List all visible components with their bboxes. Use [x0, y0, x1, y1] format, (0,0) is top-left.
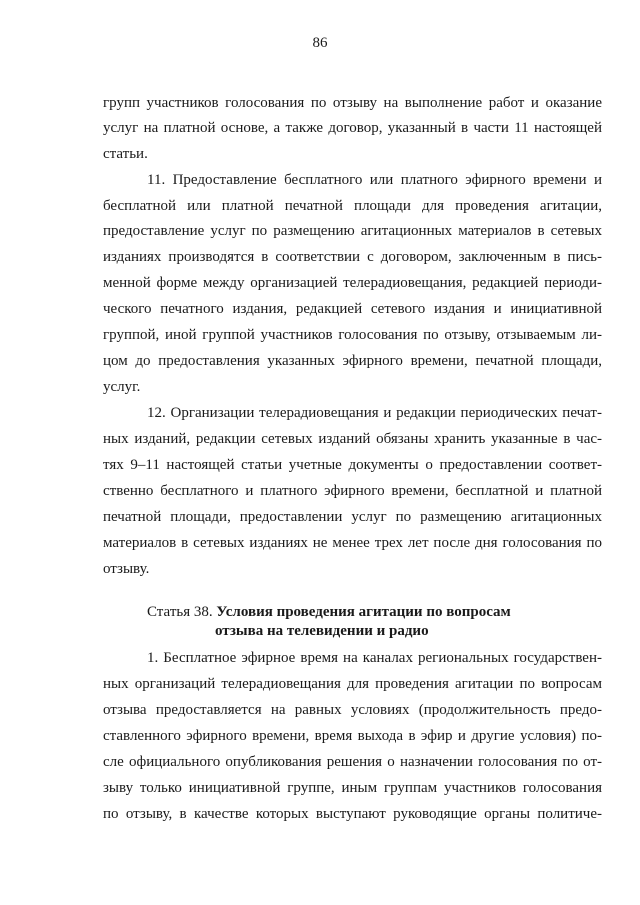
text-line: 11. Предоставление бесплатного или платного эфирного времени и [147, 172, 602, 188]
article-prefix: Статья 38. [147, 604, 213, 620]
text-line: изданиях производятся в соответствии с договором, заключенным в пись- [103, 249, 602, 265]
text-line: бесплатной или платной печатной площади для проведения агитации, [103, 198, 602, 214]
text-line: 1. Бесплатное эфирное время на каналах региональных государствен- [147, 650, 602, 666]
text-line: ных изданий, редакции сетевых изданий обязаны хранить указанные в час- [103, 431, 602, 447]
page-number: 86 [312, 35, 328, 51]
text-line: материалов в сетевых изданиях не менее трех лет после дня голосования по [103, 535, 602, 551]
text-line: ных организаций телерадиовещания для проведения агитации по вопросам [103, 676, 602, 692]
text-line: предоставление услуг по размещению агитационных материалов в сетевых [103, 223, 602, 239]
article-title-line2: отзыва на телевидении и радио [215, 623, 429, 639]
text-line: сле официального опубликования решения о назначении голосования по от- [103, 754, 602, 770]
text-line: менной форме между организацией телерадиовещания, редакцией периоди- [103, 275, 602, 291]
text-line: тях 9–11 настоящей статьи учетные документы о предоставлении соответ- [103, 457, 602, 473]
text-line: ставленного эфирного времени, время выхода в эфир и другие условия) по- [103, 728, 602, 744]
text-line: по отзыву, в качестве которых выступают руководящие органы политиче- [103, 806, 602, 822]
text-line: отзыва предоставляется на равных условиях (продолжительность предо- [103, 702, 602, 718]
article-title: Условия проведения агитации по вопросам [216, 604, 511, 620]
text-line: услуг. [103, 379, 141, 395]
text-line: группой, иной группой участников голосования по отзыву, отзываемым ли- [103, 327, 602, 343]
text-line: статьи. [103, 146, 148, 162]
text-line: 12. Организации телерадиовещания и редакции периодических печат- [147, 405, 602, 421]
text-line: цом до предоставления указанных эфирного времени, печатной площади, [103, 353, 602, 369]
text-line: ственно бесплатного и платного эфирного времени, бесплатной и платной [103, 483, 602, 499]
text-line: отзыву. [103, 561, 150, 577]
text-line: групп участников голосования по отзыву на выполнение работ и оказание [103, 95, 602, 111]
text-line: услуг на платной основе, а также договор, указанный в части 11 настоящей [103, 120, 602, 136]
text-line: печатной площади, предоставлении услуг по размещению агитационных [103, 509, 602, 525]
article-heading-line1 [147, 603, 511, 621]
text-line: ческого печатного издания, редакцией сетевого издания и инициативной [103, 301, 602, 317]
text-line: зыву только инициативной группе, иным группам участников голосования [103, 780, 602, 796]
